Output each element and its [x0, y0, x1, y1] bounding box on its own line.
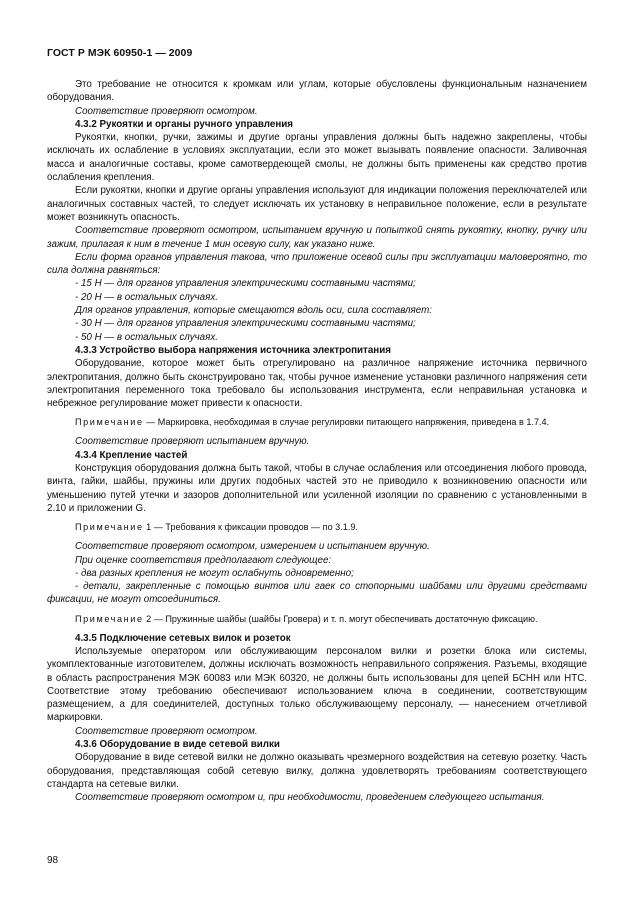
paragraph: При оценке соответствия предполагают следующее: — [75, 554, 332, 566]
note-label: Примечание — [75, 613, 144, 624]
note-text: 2 — Пружинные шайбы (шайбы Гровера) и т. п. могут обеспечивать достаточную фиксацию. — [143, 613, 538, 624]
paragraph: Оборудование, которое может быть отрегулировано на различное напряжение источника первичного электропитания, должно быть сконструировано так, чтобы ручное изменение установки различного напряжения сети электропитания переменного тока требовало бы использования инструмента, если неправильная установка и небрежное регулирование может привести к опасности. — [47, 358, 587, 410]
note-label: Примечание — [75, 522, 144, 533]
page-header: ГОСТ Р МЭК 60950-1 — 2009 — [47, 48, 193, 59]
paragraph: Рукоятки, кнопки, ручки, зажимы и другие органы управления должны быть надежно закреплены, чтобы исключать их ослабление в условиях эксплуатации, если это может вызывать появление опасности. Заливочная масса и аналогичные составы, кроме самотвердеющей смолы, не должны быть применены как средство против ослабления крепления. — [47, 132, 587, 184]
paragraph: Для органов управления, которые смещаются вдоль оси, сила составляет: — [75, 305, 432, 317]
section-heading-4-3-4: 4.3.4 Крепление частей — [75, 449, 188, 461]
compliance-note: Соответствие проверяют осмотром. — [75, 725, 258, 737]
paragraph: Оборудование в виде сетевой вилки не должно оказывать чрезмерного воздействия на сетевую розетку. Часть оборудования, представляющая собой сетевую вилку, должна удовлетворять требованиям соответствующего стандарта на сетевые вилки. — [47, 752, 587, 790]
paragraph: Если рукоятки, кнопки и другие органы управления используют для индикации положения переключателей или аналогичных составных частей, то следует исключать их установку в неправильное положение, если в результате может возникнуть опасность. — [47, 185, 587, 223]
list-item: - 20 Н — в остальных случаях. — [75, 291, 218, 303]
list-item: - 30 Н — для органов управления электрическими составными частями; — [75, 318, 416, 330]
paragraph: Конструкция оборудования должна быть такой, чтобы в случае ослабления или отсоединения любого провода, винта, гайки, шайбы, пружины или других подобных частей это не приводило к возникновению опасности или уменьшению путей утечки и зазоров дополнительной или усиленной изоляции по сравнению с установленными в 2.10 и приложении G. — [47, 463, 587, 514]
list-item: - два разных крепления не могут ослабнуть одновременно; — [75, 567, 354, 579]
section-heading-4-3-2: 4.3.2 Рукоятки и органы ручного управления — [75, 118, 293, 130]
section-heading-4-3-5: 4.3.5 Подключение сетевых вилок и розеток — [75, 632, 291, 644]
compliance-note: Соответствие проверяют осмотром, измерением и испытанием вручную. — [75, 541, 430, 553]
paragraph: Если форма органов управления такова, что приложение осевой силы при эксплуатации маловероятно, то сила должна равняться: — [47, 251, 587, 277]
list-item: - 15 Н — для органов управления электрическими составными частями; — [75, 278, 416, 290]
list-item: - детали, закрепленные с помощью винтов или гаек со стопорными шайбами или другими средствами фиксации, не могут отсоединиться. — [47, 581, 587, 606]
note-text: 1 — Требования к фиксации проводов — по 3.1.9. — [143, 522, 358, 533]
note-text: — Маркировка, необходимая в случае регулировки питающего напряжения, приведена в 1.7.4. — [143, 417, 550, 428]
compliance-note: Соответствие проверяют осмотром, испытанием вручную и попыткой снять рукоятку, кнопку, ручку или зажим, прилагая к ним в течение 1 мин осевую силу, как указано ниже. — [47, 225, 587, 250]
page-number: 98 — [47, 855, 59, 866]
list-item: - 50 Н — в остальных случаях. — [75, 331, 218, 343]
note — [47, 613, 587, 626]
paragraph: Это требование не относится к кромкам или углам, которые обусловлены функциональным назначением оборудования. — [47, 79, 587, 104]
section-heading-4-3-6: 4.3.6 Оборудование в виде сетевой вилки — [75, 739, 280, 751]
note-label: Примечание — [75, 417, 144, 428]
compliance-note: Соответствие проверяют осмотром и, при необходимости, проведением следующего испытания. — [75, 792, 545, 804]
compliance-note: Соответствие проверяют испытанием вручную. — [75, 436, 310, 448]
note — [47, 416, 587, 429]
paragraph: Используемые оператором или обслуживающим персоналом вилки и розетки блока или системы, укомплектованные изготовителем, должны исключать возможность неправильного сопряжения. Разъемы, входящие в область распространения МЭК 60083 или МЭК 60320, не должны быть использованы для цепей БСНН или НТС. Соответствие этому требованию обеспечивают использованием ключа в соединении, соответствующим размещением, а для соединителей, доступных только обслуживающему персоналу, — нанесением отчетливой маркировки. — [47, 645, 587, 724]
compliance-note: Соответствие проверяют осмотром. — [75, 105, 258, 117]
note — [47, 521, 587, 534]
document-body — [47, 78, 587, 805]
section-heading-4-3-3: 4.3.3 Устройство выбора напряжения источника электропитания — [75, 344, 391, 356]
